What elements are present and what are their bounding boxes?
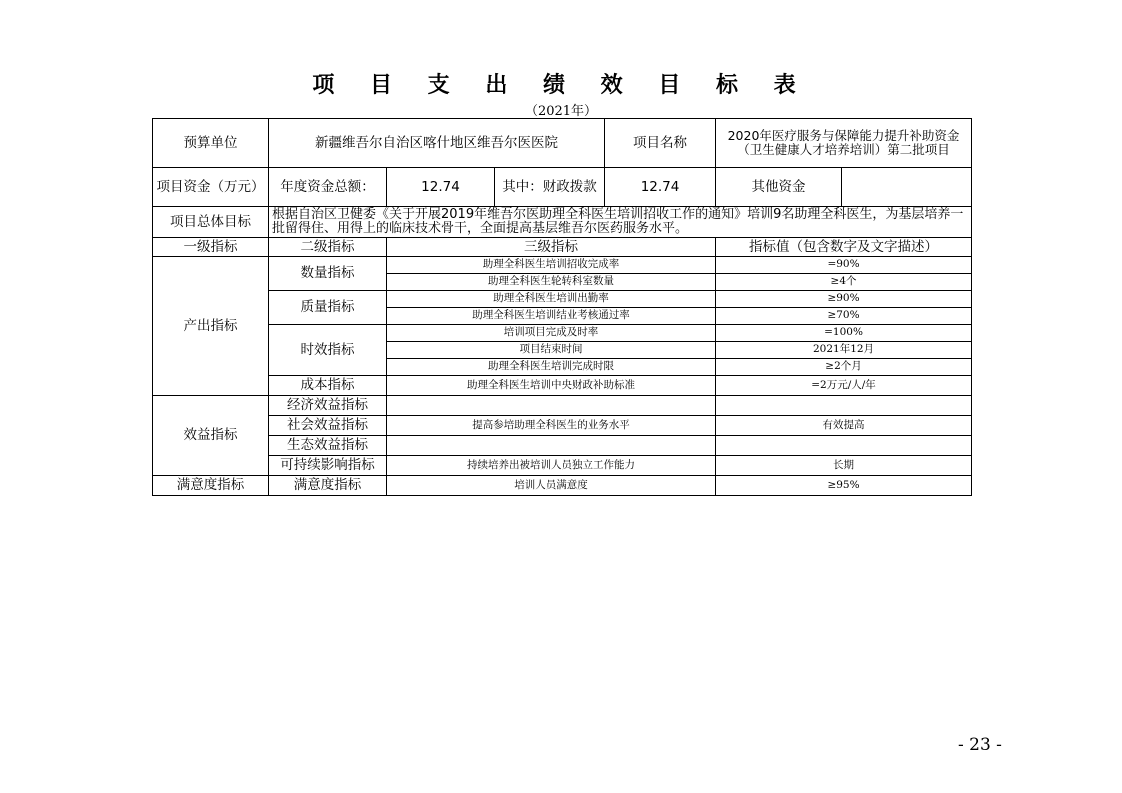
level3-cell: 助理全科医生培训招收完成率 bbox=[387, 257, 716, 274]
project-funds-label: 项目资金（万元） bbox=[153, 168, 269, 207]
budget-unit-label: 预算单位 bbox=[153, 119, 269, 168]
value-header: 指标值（包含数字及文字描述） bbox=[716, 238, 972, 257]
level3-cell: 助理全科医生轮转科室数量 bbox=[387, 274, 716, 291]
year-subtitle: （2021年） bbox=[524, 104, 598, 119]
value-cell: =100% bbox=[716, 325, 972, 342]
level2-cost: 成本指标 bbox=[269, 376, 387, 396]
value-cell bbox=[716, 396, 972, 416]
overall-goal-label: 项目总体目标 bbox=[153, 207, 269, 238]
budget-unit-value: 新疆维吾尔自治区喀什地区维吾尔医医院 bbox=[269, 119, 605, 168]
level2-quality: 质量指标 bbox=[269, 291, 387, 325]
value-cell: ≥95% bbox=[716, 476, 972, 496]
level2-header: 二级指标 bbox=[269, 238, 387, 257]
annual-funds-value: 12.74 bbox=[387, 168, 495, 207]
level3-cell: 助理全科医生培训完成时限 bbox=[387, 359, 716, 376]
level3-cell: 助理全科医生培训中央财政补助标准 bbox=[387, 376, 716, 396]
overall-goal-text: 根据自治区卫健委《关于开展2019年维吾尔医助理全科医生培训招收工作的通知》培训9名助理全科医生，为基层培养一批留得住、用得上的临床技术骨干，全面提高基层维吾尔医药服务水平。 bbox=[269, 207, 972, 238]
level2-sustainable: 可持续影响指标 bbox=[269, 456, 387, 476]
level1-satisfaction: 满意度指标 bbox=[153, 476, 269, 496]
level3-header: 三级指标 bbox=[387, 238, 716, 257]
value-cell: =90% bbox=[716, 257, 972, 274]
level1-output: 产出指标 bbox=[153, 257, 269, 396]
level2-social: 社会效益指标 bbox=[269, 416, 387, 436]
fiscal-appropriation-value: 12.74 bbox=[605, 168, 716, 207]
other-funds-value bbox=[842, 168, 972, 207]
level1-benefit: 效益指标 bbox=[153, 396, 269, 476]
level3-cell: 提高参培助理全科医生的业务水平 bbox=[387, 416, 716, 436]
value-cell: =2万元/人/年 bbox=[716, 376, 972, 396]
level3-cell: 培训项目完成及时率 bbox=[387, 325, 716, 342]
level2-timeliness: 时效指标 bbox=[269, 325, 387, 376]
level3-cell: 助理全科医生培训出勤率 bbox=[387, 291, 716, 308]
project-name-label: 项目名称 bbox=[605, 119, 716, 168]
page-title: 项 目 支 出 绩 效 目 标 表 bbox=[312, 72, 810, 98]
level3-cell: 项目结束时间 bbox=[387, 342, 716, 359]
value-cell: ≥70% bbox=[716, 308, 972, 325]
level3-cell: 助理全科医生培训结业考核通过率 bbox=[387, 308, 716, 325]
project-name-value: 2020年医疗服务与保障能力提升补助资金（卫生健康人才培养培训）第二批项目 bbox=[716, 119, 972, 168]
value-cell: ≥90% bbox=[716, 291, 972, 308]
level1-header: 一级指标 bbox=[153, 238, 269, 257]
level2-ecological: 生态效益指标 bbox=[269, 436, 387, 456]
level2-satisfaction: 满意度指标 bbox=[269, 476, 387, 496]
annual-funds-label: 年度资金总额： bbox=[269, 168, 387, 207]
value-cell: ≥2个月 bbox=[716, 359, 972, 376]
value-cell: 长期 bbox=[716, 456, 972, 476]
other-funds-label: 其他资金 bbox=[716, 168, 842, 207]
level3-cell: 培训人员满意度 bbox=[387, 476, 716, 496]
page-number: - 23 - bbox=[958, 735, 1002, 755]
value-cell bbox=[716, 436, 972, 456]
value-cell: ≥4个 bbox=[716, 274, 972, 291]
fiscal-appropriation-label: 其中：财政拨款 bbox=[495, 168, 605, 207]
value-cell: 有效提高 bbox=[716, 416, 972, 436]
performance-target-table bbox=[152, 118, 972, 496]
level3-cell: 持续培养出被培训人员独立工作能力 bbox=[387, 456, 716, 476]
level2-quantity: 数量指标 bbox=[269, 257, 387, 291]
level3-cell bbox=[387, 396, 716, 416]
level2-economic: 经济效益指标 bbox=[269, 396, 387, 416]
value-cell: 2021年12月 bbox=[716, 342, 972, 359]
level3-cell bbox=[387, 436, 716, 456]
